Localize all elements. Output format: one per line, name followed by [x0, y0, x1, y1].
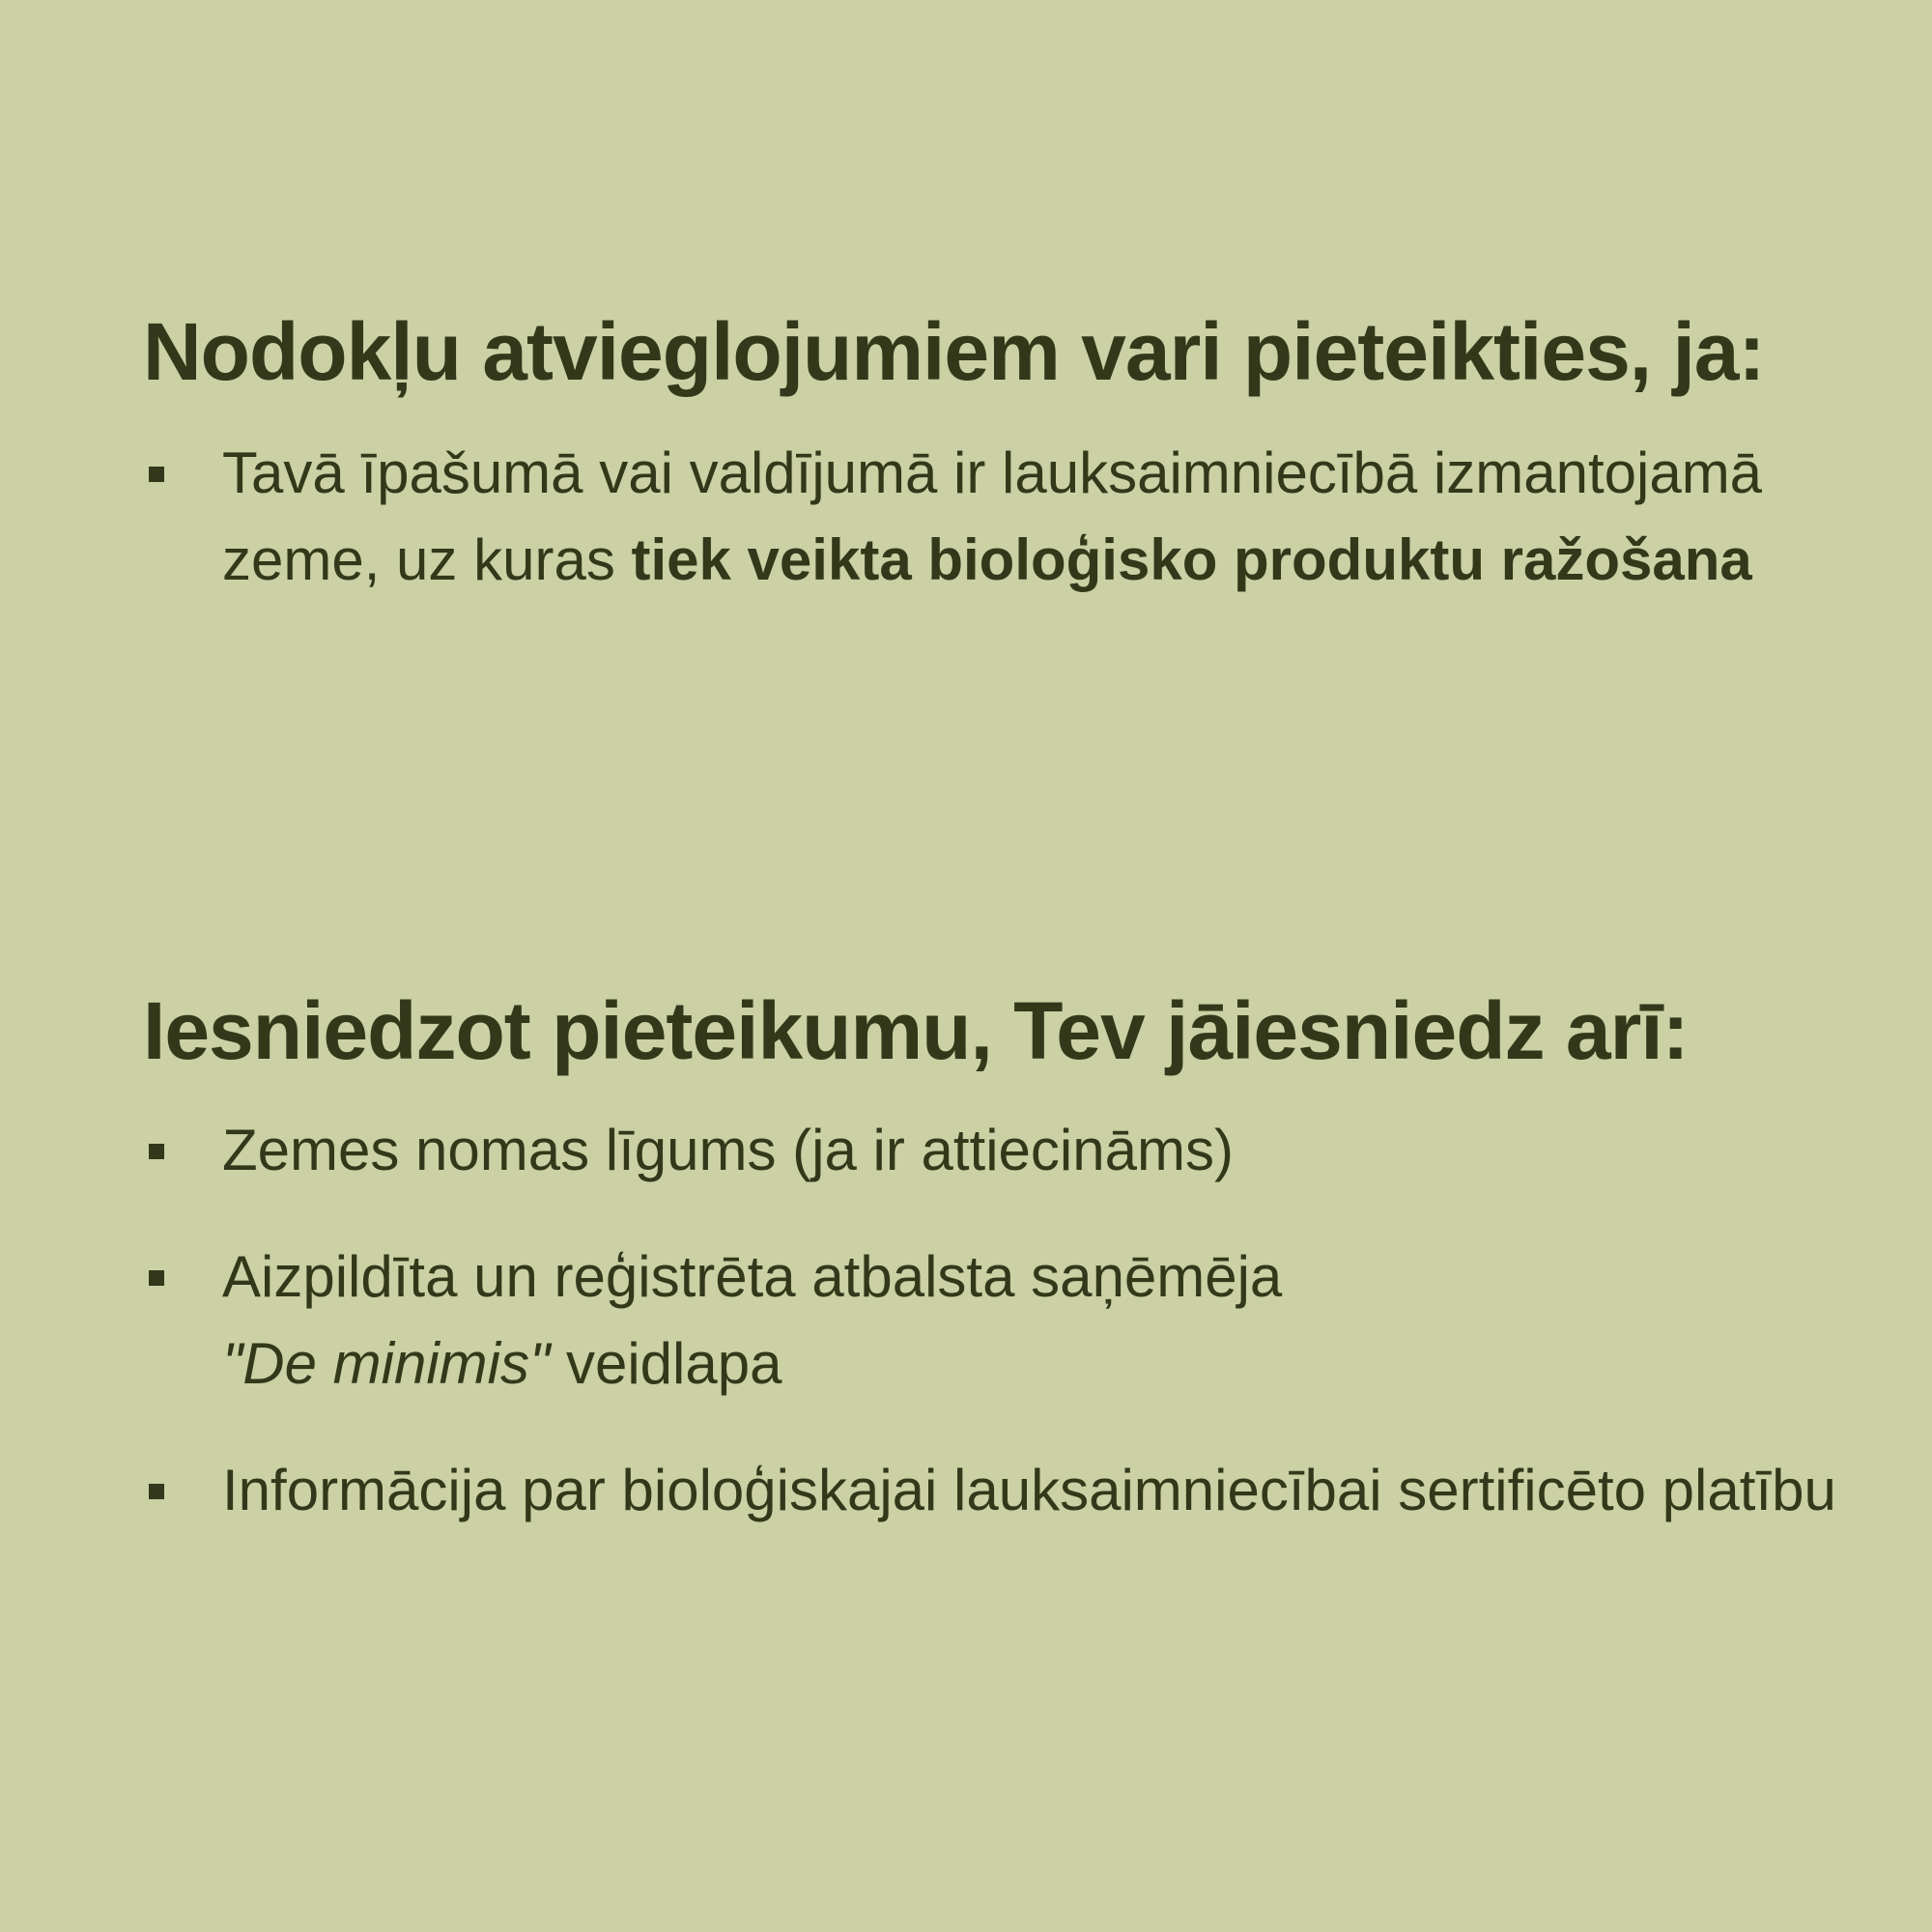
square-bullet-icon [149, 1144, 164, 1159]
square-bullet-icon [149, 1484, 164, 1499]
documents-section [143, 974, 1843, 1534]
list-item [143, 1107, 1843, 1194]
list-item-text: Tavā īpašumā vai valdījumā ir lauksaimniecībā izmantojamā zeme, uz kuras [222, 440, 1763, 592]
eligibility-list [143, 430, 1843, 604]
documents-heading: Iesniedzot pieteikumu, Tev jāiesniedz arī: [143, 985, 1689, 1076]
eligibility-section [143, 295, 1843, 604]
list-item-tail: veidlapa [550, 1331, 782, 1396]
list-item [143, 1447, 1843, 1534]
list-item [143, 430, 1843, 604]
list-item-text: Zemes nomas līgums (ja ir attiecināms) [222, 1118, 1234, 1182]
list-item-text: Informācija par bioloģiskajai lauksaimniecībai sertificēto platību [222, 1458, 1836, 1522]
list-item-italic: "De minimis" [222, 1331, 551, 1396]
square-bullet-icon [149, 467, 164, 482]
list-item-emphasis: tiek veikta bioloģisko produktu ražošana [631, 527, 1752, 592]
list-item-text: Aizpildīta un reģistrēta atbalsta saņēmēja [222, 1244, 1283, 1309]
eligibility-heading: Nodokļu atvieglojumiem vari pieteikties, ja: [143, 306, 1765, 397]
documents-list [143, 1107, 1843, 1534]
list-item [143, 1234, 1843, 1407]
square-bullet-icon [149, 1270, 164, 1286]
